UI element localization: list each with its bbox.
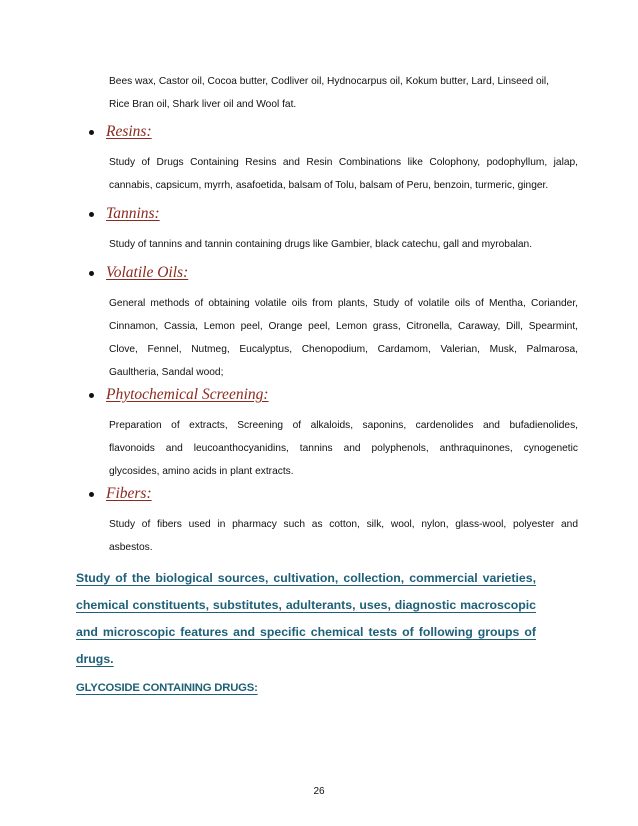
study-heading-line: drugs.: [76, 652, 114, 666]
section-title: Fibers:: [106, 485, 152, 502]
bullet-icon: [89, 393, 94, 398]
page-number: 26: [313, 786, 325, 797]
body-line: flavonoids and leucoanthocyanidins, tannins and polyphenols, anthraquinones, cynogenetic: [109, 443, 578, 454]
section-phytochemical-screening: [88, 384, 578, 483]
section-fibers: [88, 483, 578, 559]
section-title: Phytochemical Screening:: [106, 386, 269, 403]
body-line: General methods of obtaining volatile oils from plants, Study of volatile oils of Mentha, Coriander,: [109, 298, 578, 309]
study-heading-line: and microscopic features and specific chemical tests of following groups of: [76, 625, 536, 639]
body-line: cannabis, capsicum, myrrh, asafoetida, balsam of Tolu, balsam of Peru, benzoin, turmeric, ginger.: [109, 180, 549, 191]
body-line: Cinnamon, Cassia, Lemon peel, Orange peel, Lemon grass, Citronella, Caraway, Dill, Spearmint,: [109, 321, 578, 332]
section-body: [109, 233, 578, 256]
intro-line: Rice Bran oil, Shark liver oil and Wool fat.: [109, 99, 297, 110]
body-line: asbestos.: [109, 542, 153, 553]
section-volatile-oils: [88, 262, 578, 384]
study-heading-line: chemical constituents, substitutes, adulterants, uses, diagnostic macroscopic: [76, 598, 536, 612]
section-body: [109, 513, 578, 559]
section-body: [109, 414, 578, 483]
study-heading: [76, 565, 536, 673]
bullet-icon: [89, 492, 94, 497]
body-line: Study of tannins and tannin containing drugs like Gambier, black catechu, gall and myrobalan.: [109, 239, 533, 250]
section-title: Tannins:: [106, 205, 160, 222]
section-resins: [88, 121, 578, 197]
body-line: Study of fibers used in pharmacy such as cotton, silk, wool, nylon, glass-wool, polyester and: [109, 519, 578, 530]
body-line: Clove, Fennel, Nutmeg, Eucalyptus, Chenopodium, Cardamom, Valerian, Musk, Palmarosa,: [109, 344, 578, 355]
section-title: Resins:: [106, 123, 152, 140]
section-body: [109, 151, 578, 197]
body-line: Preparation of extracts, Screening of alkaloids, saponins, cardenolides and bufadienolides,: [109, 420, 578, 431]
intro-paragraph: [109, 70, 569, 116]
bullet-icon: [89, 130, 94, 135]
section-tannins: [88, 203, 578, 256]
intro-line: Bees wax, Castor oil, Cocoa butter, Codliver oil, Hydnocarpus oil, Kokum butter, Lard, Linseed oil,: [109, 76, 549, 87]
body-line: Study of Drugs Containing Resins and Resin Combinations like Colophony, podophyllum, jalap,: [109, 157, 578, 168]
study-heading-line: Study of the biological sources, cultivation, collection, commercial varieties,: [76, 571, 536, 585]
section-title: Volatile Oils:: [106, 264, 189, 281]
body-line: glycosides, amino acids in plant extracts.: [109, 466, 294, 477]
bullet-icon: [89, 271, 94, 276]
section-body: [109, 292, 578, 384]
glycoside-heading: GLYCOSIDE CONTAINING DRUGS:: [76, 682, 258, 694]
body-line: Gaultheria, Sandal wood;: [109, 367, 224, 378]
bullet-icon: [89, 212, 94, 217]
